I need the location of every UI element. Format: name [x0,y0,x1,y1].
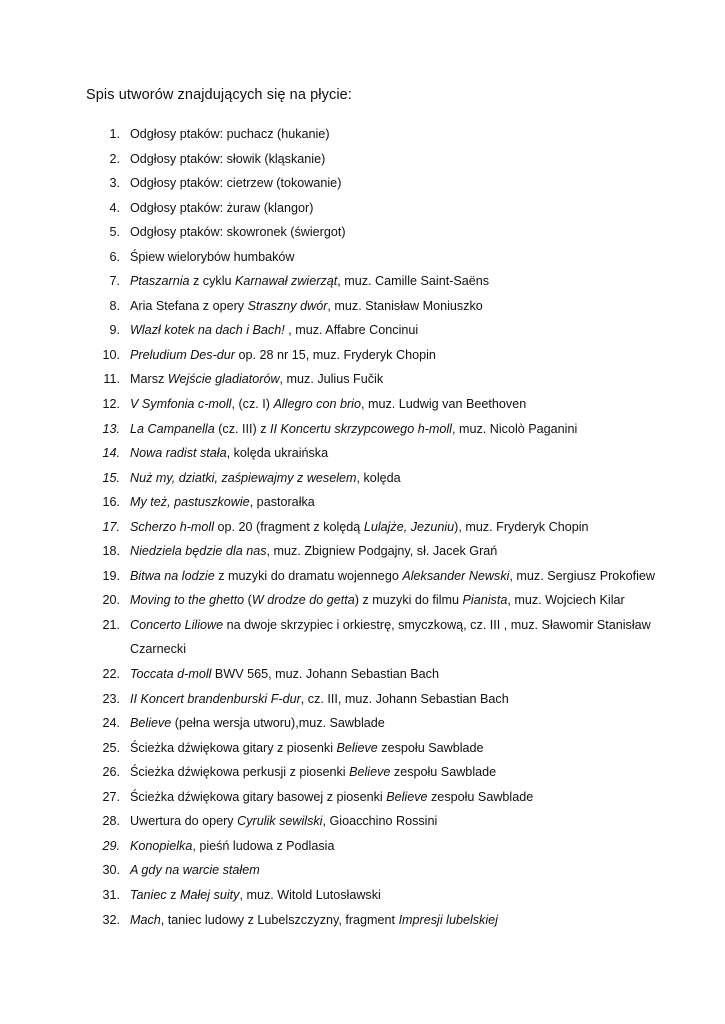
track-item [0,171,725,196]
track-number: 12. [102,397,120,412]
track-text-italic: II Koncertu skrzypcowego h-moll [270,421,452,436]
track-number: 11. [103,372,120,387]
track-text: , muz. Witold Lutosławski [239,887,381,902]
track-number: 3. [109,176,120,191]
track-text: Odgłosy ptaków: słowik (kląskanie) [130,151,326,166]
track-text: ( [244,593,252,608]
track-number: 20. [102,593,120,608]
track-number: 10. [102,347,120,362]
track-text: Ścieżka dźwiękowa gitary basowej z piosenki [130,789,387,804]
track-text-italic: Mach [130,912,161,927]
track-text-italic: V Symfonia c-moll [130,397,232,412]
track-item [0,613,725,662]
track-item [0,908,725,933]
track-item [0,515,725,540]
track-text-italic: Niedziela będzie dla nas [130,544,267,559]
track-text-italic: II Koncert brandenburski F-dur [130,691,301,706]
track-text: op. 20 (fragment z kolędą [214,519,364,534]
track-item [0,490,725,515]
track-number: 24. [102,716,120,731]
track-text-italic: Aleksander Newski [402,568,510,583]
track-text-italic: Believe [336,740,378,755]
track-text-italic: Nuż my, dziatki, zaśpiewajmy z weselem [130,470,357,485]
track-text-italic: Pianista [462,593,508,608]
track-number: 29. [102,838,120,853]
track-text: , muz. Camille Saint-Saëns [337,274,490,289]
track-text: Śpiew wielorybów humbaków [130,249,295,264]
track-number: 27. [102,789,120,804]
track-item [0,441,725,466]
track-text: (cz. III) z [214,421,270,436]
track-number: 15. [102,470,120,485]
track-text: , muz. Affabre Concinui [288,323,419,338]
track-text-italic: Moving to the ghetto [130,593,245,608]
track-item [0,417,725,442]
document-heading: Spis utworów znajdujących się na płycie: [86,87,352,103]
track-text: Odgłosy ptaków: cietrzew (tokowanie) [130,176,342,191]
track-text: ), muz. Fryderyk Chopin [454,519,589,534]
track-item [0,760,725,785]
track-text: Ścieżka dźwiękowa gitary z piosenki [130,740,337,755]
track-item [0,245,725,270]
track-text: z [166,887,180,902]
track-item [0,367,725,392]
track-number: 2. [109,151,120,166]
track-text: ) z muzyki do filmu [354,593,463,608]
track-item [0,883,725,908]
track-text-italic: Ptaszarnia [130,274,190,289]
track-item [0,122,725,147]
track-text-italic: Concerto Liliowe [130,617,224,632]
track-text: , taniec ludowy z Lubelszczyzny, fragment [160,912,399,927]
track-text-italic: Allegro con brio [273,397,361,412]
track-item [0,687,725,712]
track-text: , (cz. I) [231,397,274,412]
track-text: op. 28 nr 15, muz. Fryderyk Chopin [235,347,436,362]
track-number: 16. [102,495,120,510]
track-text-italic: Believe [349,765,391,780]
track-text-italic: Taniec [130,887,167,902]
track-text: , kolęda ukraińska [226,446,329,461]
track-number: 25. [102,740,120,755]
track-item [0,858,725,883]
track-number: 17. [102,519,120,534]
track-number: 23. [102,691,120,706]
track-item [0,588,725,613]
track-text-italic: Lulajże, Jezuniu [363,519,455,534]
track-text-italic: Konopielka [130,838,193,853]
track-text: Aria Stefana z opery [130,298,248,313]
track-text-italic: La Campanella [130,421,215,436]
track-text: Uwertura do opery [130,814,238,829]
track-text: Odgłosy ptaków: puchacz (hukanie) [130,127,330,141]
track-text: na dwoje skrzypiec i orkiestrę, smyczkową, cz. III , muz. Sławomir Stanisław Czarnecki [130,617,651,657]
track-item [0,809,725,834]
track-text: , pieśń ludowa z Podlasia [192,838,335,853]
track-text: (pełna wersja utworu),muz. Sawblade [171,716,385,731]
track-item [0,539,725,564]
track-text: , muz. Nicolò Paganini [451,421,578,436]
track-text-italic: Believe [386,789,428,804]
track-number: 18. [102,544,120,559]
track-item [0,466,725,491]
track-item [0,220,725,245]
track-number: 1. [109,127,120,141]
track-item [0,564,725,589]
track-text-italic: Straszny dwór [247,298,328,313]
track-number: 14. [102,446,120,461]
track-item [0,196,725,221]
track-item [0,343,725,368]
track-text: BWV 565, muz. Johann Sebastian Bach [211,667,439,682]
track-text: , muz. Wojciech Kilar [507,593,625,608]
track-number: 30. [102,863,120,878]
track-text-italic: A gdy na warcie stałem [130,863,260,878]
track-item [0,711,725,736]
track-text-italic: Wejście gladiatorów [167,372,280,387]
track-text: z cyklu [189,274,236,289]
track-number: 28. [102,814,120,829]
track-text: zespołu Sawblade [427,789,534,804]
track-text: , Gioacchino Rossini [322,814,438,829]
track-text-italic: Believe [130,716,172,731]
track-text: z muzyki do dramatu wojennego [214,568,403,583]
track-item [0,294,725,319]
track-number: 5. [109,225,120,240]
track-number: 6. [109,249,120,264]
track-text: , muz. Julius Fučik [279,372,384,387]
track-number: 19. [102,568,120,583]
track-text: , kolęda [356,470,401,485]
track-text-italic: Wlazł kotek na dach i Bach! [130,323,289,338]
track-text-italic: My też, pastuszkowie [130,495,250,510]
track-item [0,318,725,343]
track-text: Ścieżka dźwiękowa perkusji z piosenki [130,765,350,780]
track-number: 4. [109,200,120,215]
track-text: , muz. Ludwig van Beethoven [360,397,527,412]
track-number: 8. [109,298,120,313]
track-number: 26. [102,765,120,780]
track-number: 9. [109,323,120,338]
track-text: zespołu Sawblade [390,765,497,780]
track-text-italic: Nowa radist stała [130,446,227,461]
track-text-italic: Cyrulik sewilski [237,814,323,829]
track-text: zespołu Sawblade [377,740,484,755]
track-item [0,662,725,687]
track-number: 31. [102,887,120,902]
track-item [0,785,725,810]
track-text-italic: Scherzo h-moll [130,519,214,534]
track-text-italic: Impresji lubelskiej [398,912,498,927]
track-text-italic: Małej suity [179,887,240,902]
track-number: 13. [102,421,120,436]
track-text: Odgłosy ptaków: skowronek (świergot) [130,225,346,240]
track-text: , cz. III, muz. Johann Sebastian Bach [300,691,509,706]
track-number: 32. [102,912,120,927]
track-item [0,269,725,294]
track-text: , muz. Zbigniew Podgajny, sł. Jacek Grań [266,544,498,559]
track-text-italic: W drodze do getta [251,593,355,608]
track-list [0,122,725,932]
track-text-italic: Karnawał zwierząt [235,274,338,289]
track-number: 7. [109,274,120,289]
track-text: Marsz [130,372,168,387]
track-number: 21. [102,617,120,632]
track-number: 22. [102,667,120,682]
track-item [0,392,725,417]
track-text: , muz. Sergiusz Prokofiew [509,568,656,583]
track-text-italic: Preludium Des-dur [130,347,235,362]
track-text-italic: Toccata d-moll [130,667,212,682]
track-text: , muz. Stanisław Moniuszko [327,298,483,313]
track-item [0,834,725,859]
track-item [0,736,725,761]
track-text-italic: Bitwa na lodzie [130,568,215,583]
track-item [0,147,725,172]
track-text: , pastorałka [249,495,315,510]
track-text: Odgłosy ptaków: żuraw (klangor) [130,200,314,215]
